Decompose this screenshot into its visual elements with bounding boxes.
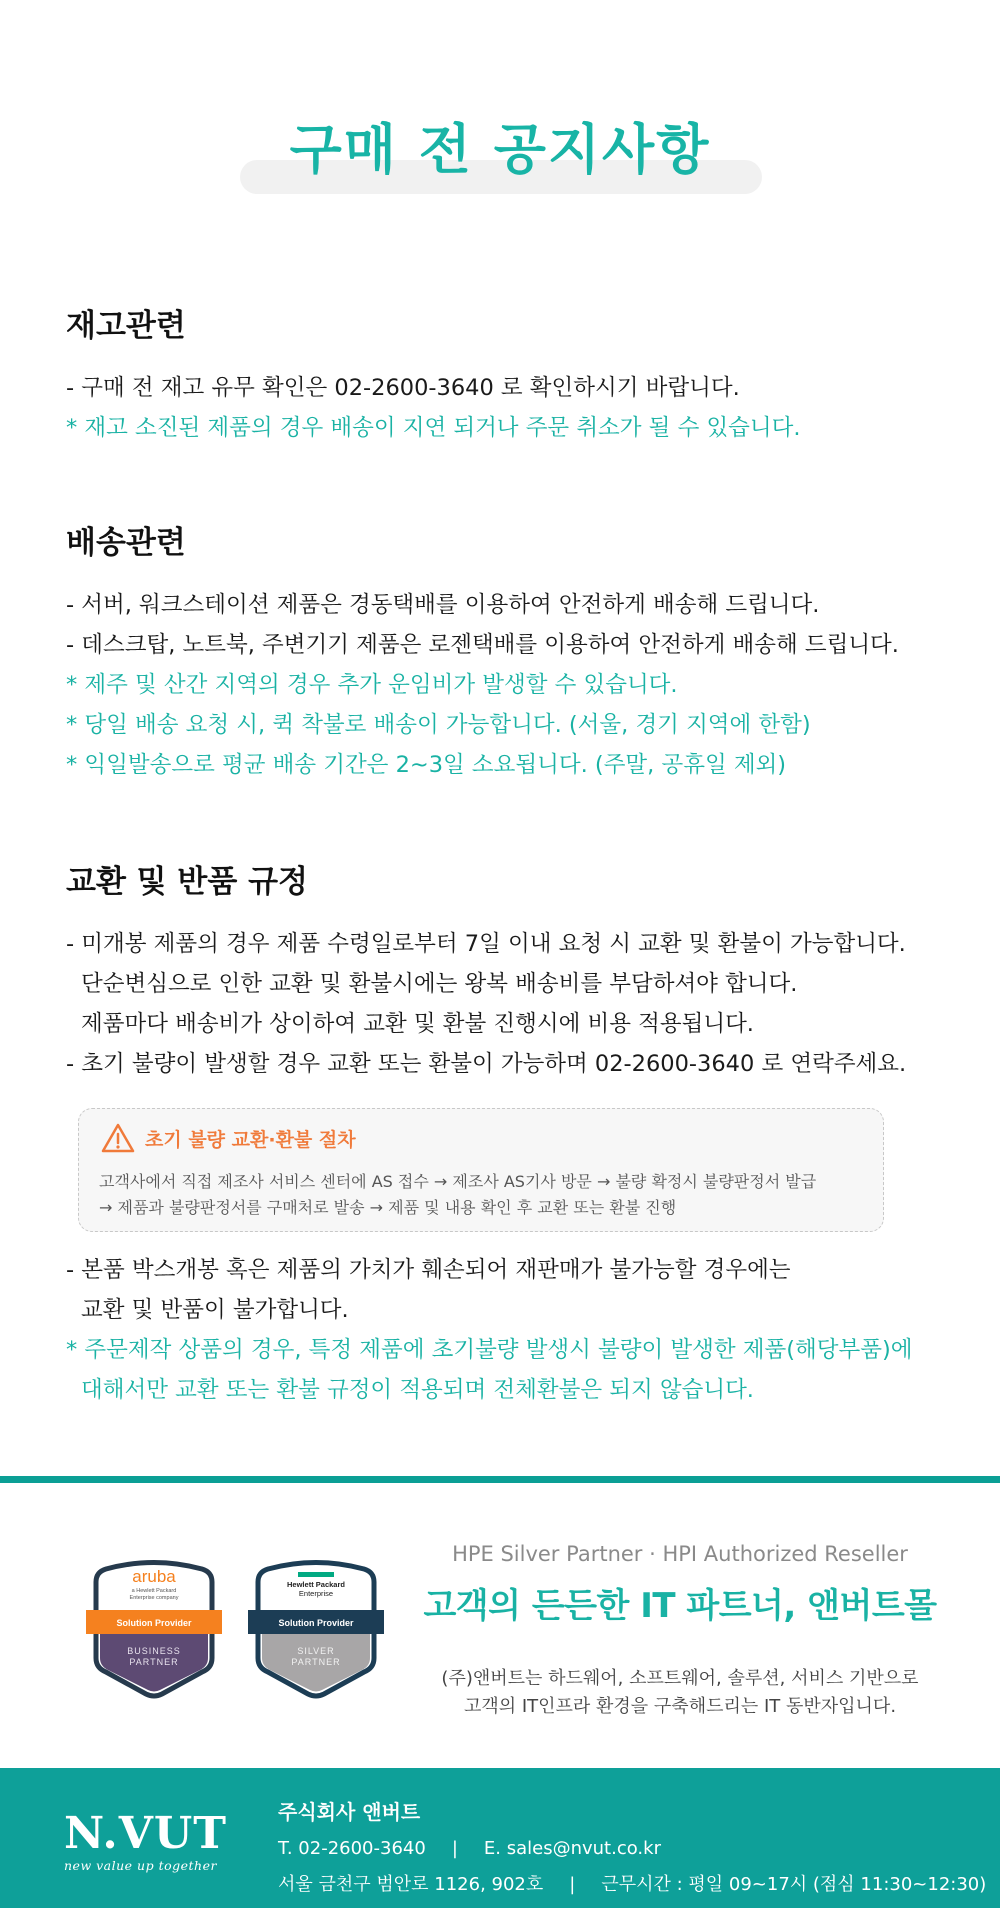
aruba-tier-text: BUSINESS <box>127 1646 181 1656</box>
stock-heading: 재고관련 <box>66 308 186 344</box>
company-logo <box>64 1808 227 1873</box>
footer-company-name: 주식회사 앤버트 <box>278 1800 421 1824</box>
partner-description: (주)앤버트는 하드웨어, 소프트웨어, 솔루션, 서비스 기반으로 <box>441 1668 919 1689</box>
page-title: 구매 전 공지사항 <box>289 118 711 181</box>
returns-line: - 미개봉 제품의 경우 제품 수령일로부터 7일 이내 요청 시 교환 및 환불이 가능합니다. <box>66 931 906 957</box>
defect-procedure-box <box>78 1108 884 1232</box>
notice-line: → 제품과 불량판정서를 구매처로 발송 → 제품 및 내용 확인 후 교환 또는 환불 진행 <box>99 1198 677 1217</box>
hpe-tier-text: PARTNER <box>291 1657 341 1667</box>
returns-line: - 본품 박스개봉 혹은 제품의 가치가 훼손되어 재판매가 불가능할 경우에는 <box>66 1257 791 1283</box>
shipping-section <box>66 523 946 785</box>
footer-separator: | <box>451 1838 458 1859</box>
returns-line: * 주문제작 상품의 경우, 특정 제품에 초기불량 발생시 불량이 발생한 제품(해당부품)에 <box>66 1337 913 1363</box>
aruba-logo-text: aruba <box>132 1567 176 1586</box>
aruba-sub-text: a Hewlett Packard <box>131 1588 177 1594</box>
hpe-logo-text: Enterprise <box>298 1589 334 1598</box>
shipping-line: - 서버, 워크스테이션 제품은 경동택배를 이용하여 안전하게 배송해 드립니다. <box>66 592 820 618</box>
hpe-tier-text: SILVER <box>297 1646 335 1656</box>
title-wrap <box>0 120 1000 180</box>
aruba-partner-badge <box>86 1558 222 1702</box>
shipping-line: - 데스크탑, 노트북, 주변기기 제품은 로젠택배를 이용하여 안전하게 배송해 드립니다. <box>66 632 899 658</box>
logo-tagline: new value up together <box>64 1858 217 1873</box>
returns-section <box>66 862 946 1084</box>
shipping-line: * 당일 배송 요청 시, 퀵 착불로 배송이 가능합니다. (서울, 경기 지역에 한함) <box>66 712 811 738</box>
returns-line: 제품마다 배송비가 상이하여 교환 및 환불 진행시에 비용 적용됩니다. <box>81 1011 754 1037</box>
returns-line: - 초기 불량이 발생할 경우 교환 또는 환불이 가능하며 02-2600-3640 로 연락주세요. <box>66 1051 907 1077</box>
partner-title: 고객의 든든한 IT 파트너, 앤버트몰 <box>423 1586 937 1626</box>
stock-line: * 재고 소진된 제품의 경우 배송이 지연 되거나 주문 취소가 될 수 있습니다. <box>66 415 801 441</box>
stock-section <box>66 306 946 448</box>
returns-heading: 교환 및 반품 규정 <box>66 864 308 900</box>
section-divider <box>0 1476 1000 1483</box>
footer-phone: T. 02-2600-3640 <box>278 1838 426 1859</box>
returns-line: 대해서만 교환 또는 환불 규정이 적용되며 전체환불은 되지 않습니다. <box>81 1377 754 1403</box>
footer-email[interactable]: E. sales@nvut.co.kr <box>483 1838 661 1859</box>
returns-section-cont <box>66 1250 946 1410</box>
footer <box>0 1768 1000 1908</box>
shipping-line: * 제주 및 산간 지역의 경우 추가 운임비가 발생할 수 있습니다. <box>66 672 678 698</box>
footer-contact <box>278 1838 661 1859</box>
footer-separator: | <box>569 1874 576 1895</box>
returns-line: 단순변심으로 인한 교환 및 환불시에는 왕복 배송비를 부담하셔야 합니다. <box>81 971 798 997</box>
hpe-band-text: Solution Provider <box>278 1618 354 1628</box>
notice-title: 초기 불량 교환·환불 절차 <box>145 1128 356 1151</box>
shipping-line: * 익일발송으로 평균 배송 기간은 2~3일 소요됩니다. (주말, 공휴일 제외) <box>66 752 787 778</box>
notice-line: 고객사에서 직접 제조사 서비스 센터에 AS 접수 → 제조사 AS기사 방문 → 불량 확정시 불량판정서 발급 <box>99 1172 817 1191</box>
aruba-tier-text: PARTNER <box>129 1657 179 1667</box>
aruba-band-text: Solution Provider <box>116 1618 192 1628</box>
footer-address-row <box>278 1870 986 1896</box>
footer-address: 서울 금천구 범안로 1126, 902호 <box>278 1874 544 1895</box>
footer-hours: 근무시간 : 평일 09~17시 (점심 11:30~12:30) <box>601 1874 987 1895</box>
partner-description: 고객의 IT인프라 환경을 구축해드리는 IT 동반자입니다. <box>463 1696 897 1717</box>
stock-line: - 구매 전 재고 유무 확인은 02-2600-3640 로 확인하시기 바랍니다. <box>66 375 740 401</box>
returns-line: 교환 및 반품이 불가합니다. <box>81 1297 349 1323</box>
hpe-logo-text: Hewlett Packard <box>287 1580 345 1589</box>
aruba-sub-text: Enterprise company <box>129 1595 179 1601</box>
hpe-partner-badge <box>248 1558 384 1702</box>
logo-text: N.VUT <box>64 1808 227 1859</box>
notice-header <box>101 1123 356 1153</box>
shipping-heading: 배송관련 <box>66 525 186 561</box>
partner-subtitle: HPE Silver Partner · HPI Authorized Reseller <box>452 1542 908 1566</box>
warning-icon <box>101 1123 135 1153</box>
